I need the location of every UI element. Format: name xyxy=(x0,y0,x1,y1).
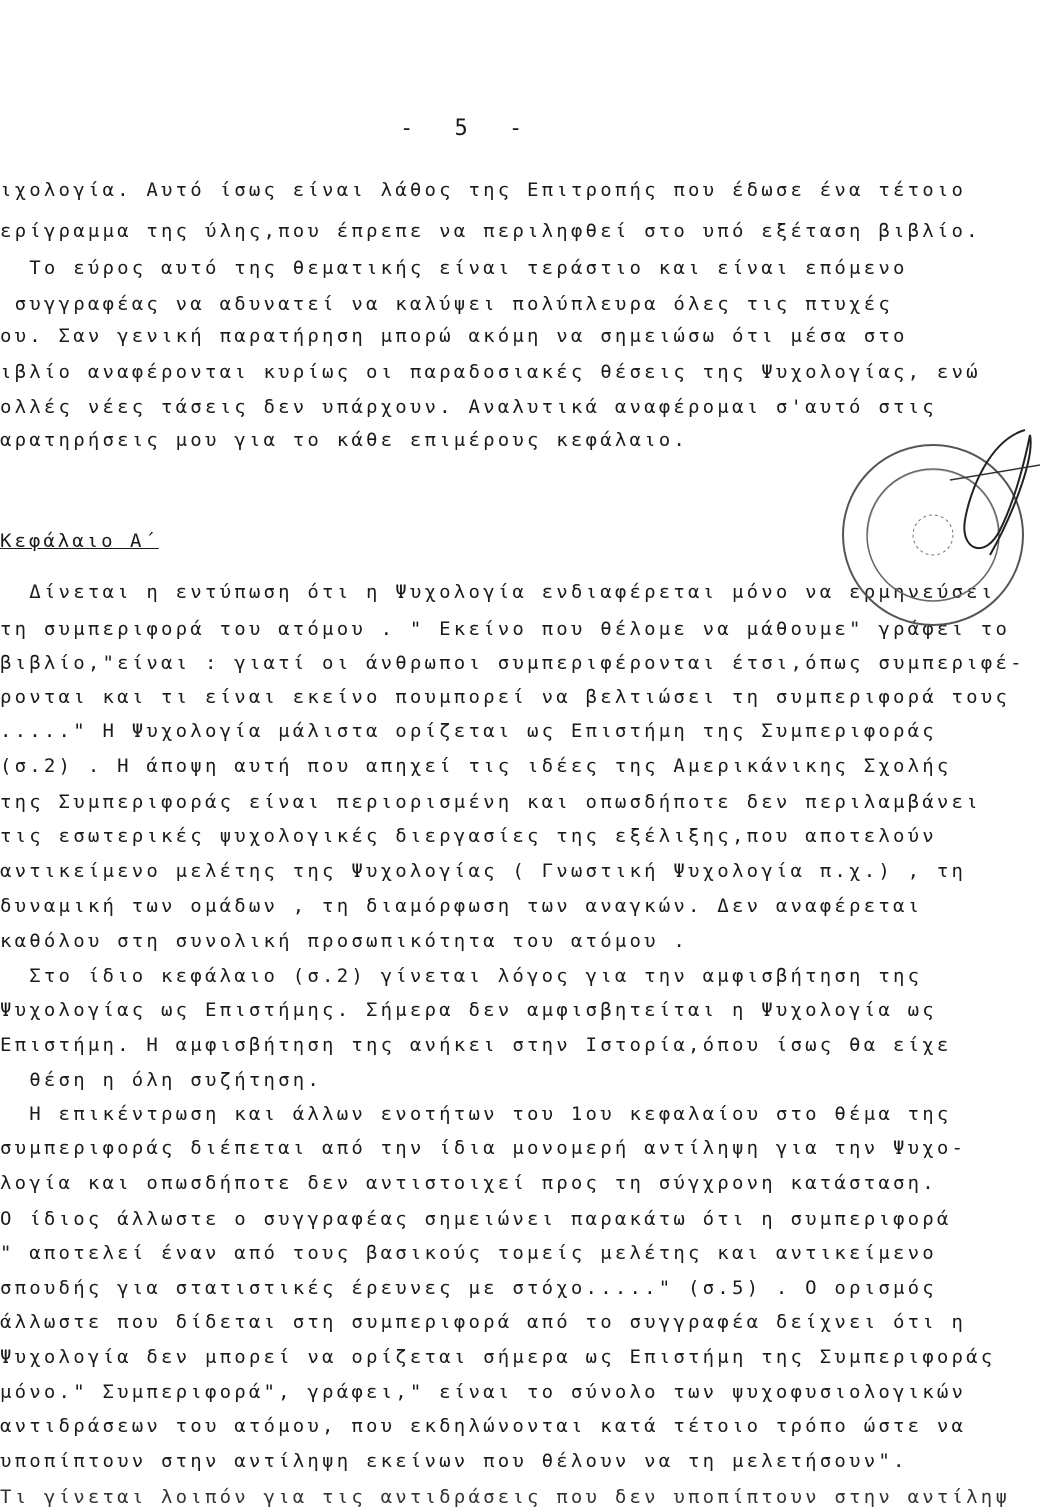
text-line: λογία και οπωσδήποτε δεν αντιστοιχεί προς τη σύγχρονη κατάσταση. xyxy=(0,1172,937,1194)
text-line: θέση η όλη συζήτηση. xyxy=(0,1069,323,1091)
signature-icon xyxy=(930,420,1050,570)
text-line: ερίγραμμα της ύλης,που έπρεπε να περιληφθεί στο υπό εξέταση βιβλίο. xyxy=(0,220,981,242)
text-line: Η επικέντρωση και άλλων ενοτήτων του 1ου κεφαλαίου στο θέμα της xyxy=(0,1103,952,1125)
text-line: " αποτελεί έναν από τους βασικούς τομείς μελέτης και αντικείμενο xyxy=(0,1242,937,1264)
text-line: συγγραφέας να αδυνατεί να καλύψει πολύπλευρα όλες τις πτυχές xyxy=(0,293,893,315)
text-line: μόνο." Συμπεριφορά", γράφει," είναι το σύνολο των ψυχοφυσιολογικών xyxy=(0,1381,967,1403)
text-line: υποπίπτουν στην αντίληψη εκείνων που θέλουν να τη μελετήσουν". xyxy=(0,1450,908,1472)
text-line: ιχολογία. Αυτό ίσως είναι λάθος της Επιτροπής που έδωσε ένα τέτοιο xyxy=(0,179,967,201)
page-number: - 5 - xyxy=(400,116,537,141)
text-line: ολλές νέες τάσεις δεν υπάρχουν. Αναλυτικά αναφέρομαι σ'αυτό στις xyxy=(0,396,937,418)
text-line: δυναμική των ομάδων , τη διαμόρφωση των αναγκών. Δεν αναφέρεται xyxy=(0,895,923,917)
text-line: τη συμπεριφορά του ατόμου . " Εκείνο που θέλομε να μάθουμε" γράφει το xyxy=(0,618,1011,640)
text-line: ου. Σαν γενική παρατήρηση μπορώ ακόμη να σημειώσω ότι μέσα στο xyxy=(0,325,908,347)
text-line: αρατηρήσεις μου για το κάθε επιμέρους κεφάλαιο. xyxy=(0,429,689,451)
text-line: ιβλίο αναφέρονται κυρίως οι παραδοσιακές θέσεις της Ψυχολογίας, ενώ xyxy=(0,361,981,383)
text-line: αντιδράσεων του ατόμου, που εκδηλώνονται κατά τέτοιο τρόπο ώστε να xyxy=(0,1415,967,1437)
text-line: Ψυχολογίας ως Επιστήμης. Σήμερα δεν αμφισβητείται η Ψυχολογία ως xyxy=(0,999,937,1021)
text-line: άλλωστε που δίδεται στη συμπεριφορά από το συγγραφέα δείχνει ότι η xyxy=(0,1311,967,1333)
text-line: βιβλίο,"είναι : γιατί οι άνθρωποι συμπεριφέρονται έτσι,όπως συμπεριφέ- xyxy=(0,652,1025,674)
text-line: συμπεριφοράς διέπεται από την ίδια μονομερή αντίληψη για την Ψυχο- xyxy=(0,1137,967,1159)
text-line: (σ.2) . Η άποψη αυτή που απηχεί τις ιδέες της Αμερικάνικης Σχολής xyxy=(0,755,952,777)
text-line: Επιστήμη. Η αμφισβήτηση της ανήκει στην Ιστορία,όπου ίσως θα είχε xyxy=(0,1034,952,1056)
text-line: τις εσωτερικές ψυχολογικές διεργασίες της εξέλιξης,που αποτελούν xyxy=(0,825,937,847)
text-line: Στο ίδιο κεφάλαιο (σ.2) γίνεται λόγος για την αμφισβήτηση της xyxy=(0,965,923,987)
text-line: καθόλου στη συνολική προσωπικότητα του ατόμου . xyxy=(0,930,689,952)
text-line: Ο ίδιος άλλωστε ο συγγραφέας σημειώνει παρακάτω ότι η συμπεριφορά xyxy=(0,1208,952,1230)
text-line: Δίνεται η εντύπωση ότι η Ψυχολογία ενδιαφέρεται μόνο να ερμηνεύσει xyxy=(0,581,996,603)
text-line: αντικείμενο μελέτης της Ψυχολογίας ( Γνωστική Ψυχολογία π.χ.) , τη xyxy=(0,860,967,882)
section-heading: Κεφάλαιο Α΄ xyxy=(0,530,159,552)
text-line: Το εύρος αυτό της θεματικής είναι τεράστιο και είναι επόμενο xyxy=(0,257,908,279)
text-line: σπουδής για στατιστικές έρευνες με στόχο....." (σ.5) . Ο ορισμός xyxy=(0,1277,937,1299)
text-line: της Συμπεριφοράς είναι περιορισμένη και οπωσδήποτε δεν περιλαμβάνει xyxy=(0,791,981,813)
cut-off-line: Τι γίνεται λοιπόν για τις αντιδράσεις που δεν υποπίπτουν στην αντίληψ xyxy=(0,1486,1011,1508)
text-line: ....." Η Ψυχολογία μάλιστα ορίζεται ως Επιστήμη της Συμπεριφοράς xyxy=(0,720,937,742)
text-line: Ψυχολογία δεν μπορεί να ορίζεται σήμερα ως Επιστήμη της Συμπεριφοράς xyxy=(0,1346,996,1368)
text-line: ρονται και τι είναι εκείνο πουμπορεί να βελτιώσει τη συμπεριφορά τους xyxy=(0,686,1011,708)
